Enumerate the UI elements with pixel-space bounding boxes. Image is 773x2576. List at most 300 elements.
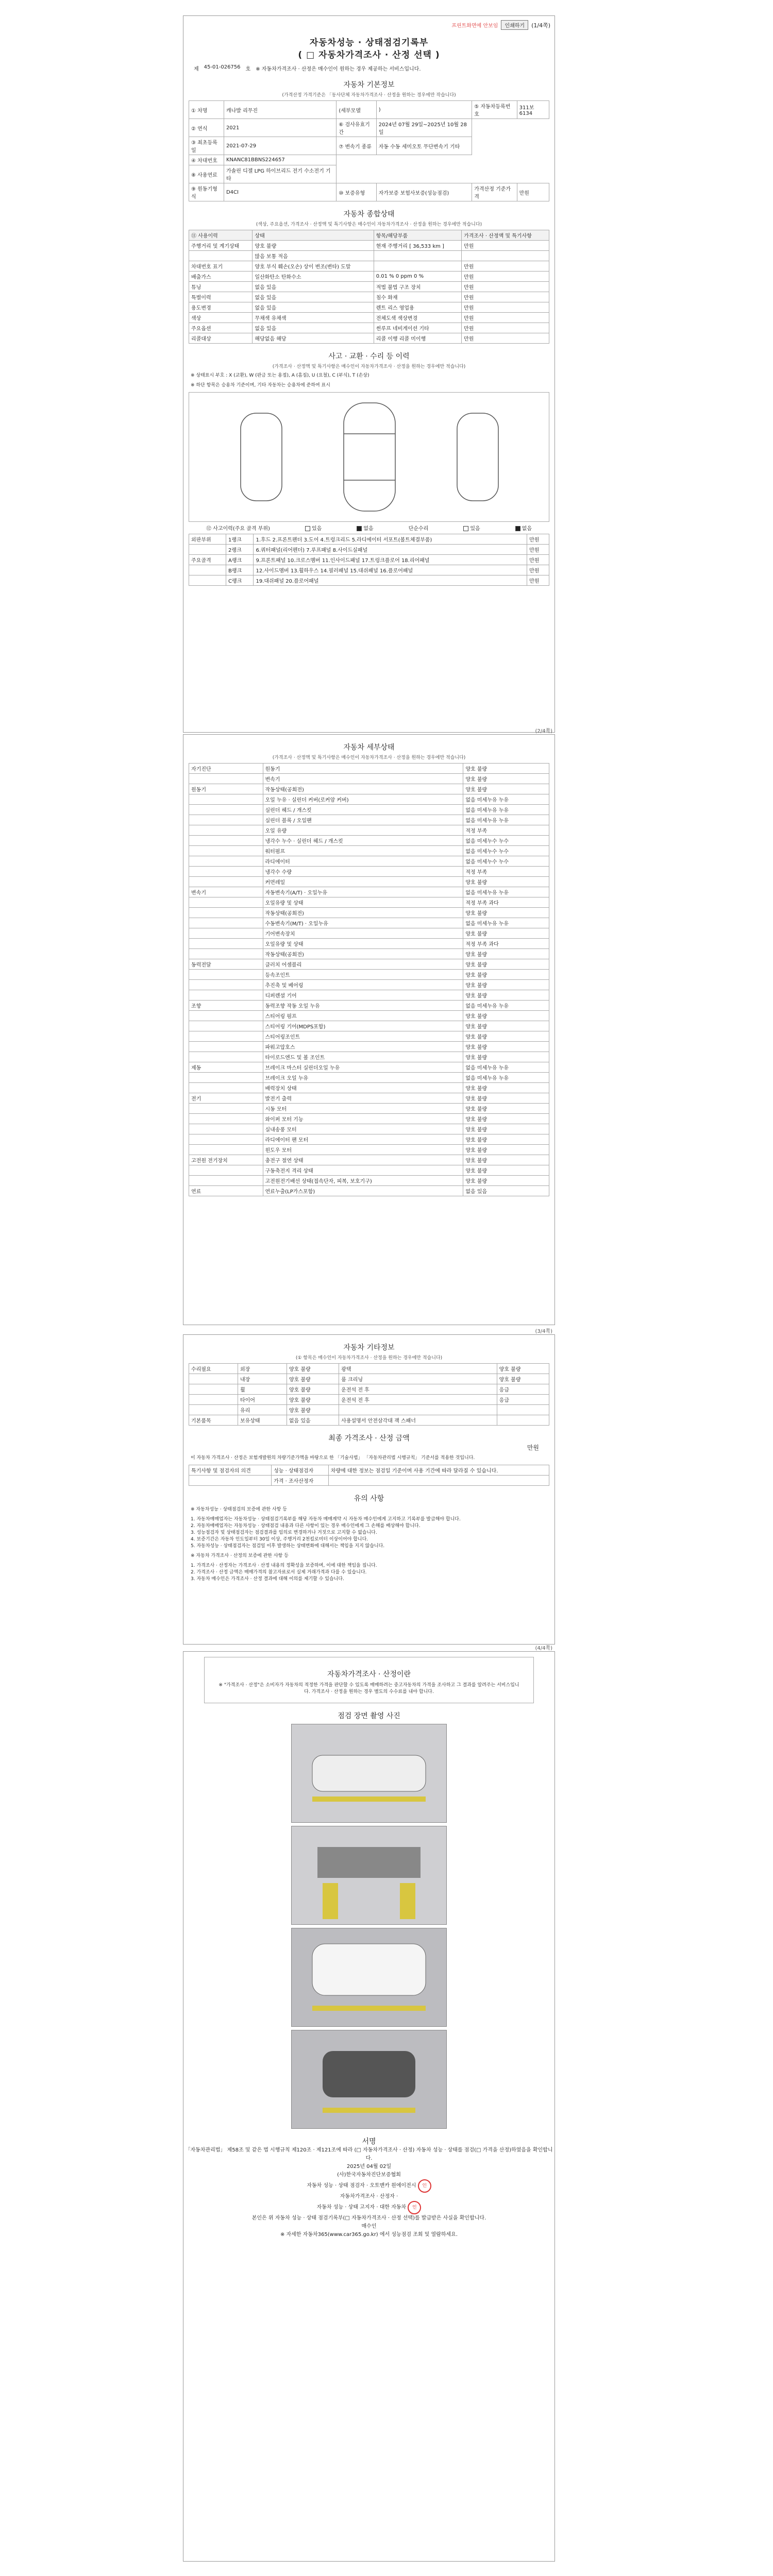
detail-cell: 등속조인트 [263, 970, 463, 980]
detail-cell: 냉각수 누수 · 실린더 헤드 / 개스킷 [263, 836, 463, 846]
print-warning: 프린트화면에 안보임 [451, 23, 498, 29]
other-row [189, 1384, 549, 1395]
page-number: (1/4쪽) [531, 22, 550, 29]
detail-cell: 양호 불량 [463, 774, 549, 784]
final-cell: 가격 · 조사산정자 [272, 1476, 329, 1486]
general-table [189, 230, 549, 344]
choice-box [204, 1657, 534, 1703]
sign-company: (사)한국자동차진단보증협회 [337, 2172, 401, 2178]
basic-title: 자동차 기본정보 [343, 81, 395, 89]
other-cell [497, 1405, 549, 1415]
final-text: 이 자동차 가격조사 · 산정은 보험개발원의 차량기준가액을 바탕으로 한 「기술사법」 「자동차관리법 시행규칙」 기준서를 적용한 것입니다. [191, 1455, 475, 1461]
general-h3: 가격조사 · 산정액 및 특기사항 [462, 230, 549, 241]
detail-row [189, 1155, 549, 1165]
sign-buyer: 매수인 [361, 2224, 377, 2229]
basic-cell: ⑦ 변속기 종류 [337, 137, 376, 155]
checkbox-icon [305, 526, 310, 531]
other-cell: 보유상태 [238, 1415, 287, 1426]
general-cell: 현재 주행거리 [ 36,533 km ] [374, 241, 461, 251]
detail-row [189, 836, 549, 846]
detail-cell: 변속기 [263, 774, 463, 784]
car-front-photo-icon [292, 1928, 446, 2026]
detail-cell: 양호 불량 [463, 1176, 549, 1186]
detail-cell [189, 867, 263, 877]
print-button[interactable]: 인쇄하기 [501, 20, 528, 30]
accident-status-row [189, 524, 549, 532]
detail-cell [189, 918, 263, 928]
other-cell: 기본품목 [189, 1415, 238, 1426]
rank-cell: A랭크 [226, 555, 254, 565]
detail-cell: 양호 불량 [463, 1021, 549, 1031]
other-cell [189, 1374, 238, 1384]
detail-row [189, 939, 549, 949]
detail-cell: 파워고압호스 [263, 1042, 463, 1052]
general-cell: 주행거리 및 계기상태 [189, 241, 253, 251]
title-line2: ( □ 자동차가격조사 · 산정 선택 ) [298, 50, 440, 60]
detail-cell: 라디에이터 [263, 856, 463, 867]
general-cell: 렌트 리스 영업용 [374, 302, 461, 313]
rank-cell: C랭크 [226, 575, 254, 586]
basic-row [189, 155, 549, 165]
detail-cell: 없음 미세누유 누유 [463, 805, 549, 815]
doc-no-suffix: 호 [245, 66, 251, 72]
general-note: (색상, 주요옵션, 가격조사 · 산정액 및 특기사항은 매수인이 자동차가격조사 · 산정을 원하는 경우에만 적습니다) [256, 222, 482, 227]
general-cell: 색상 [189, 313, 253, 323]
general-cell: 튜닝 [189, 282, 253, 292]
detail-cell: 양호 불량 [463, 1145, 549, 1155]
detail-cell: 작동상태(공회전) [263, 908, 463, 918]
page-number: (2/4쪽) [535, 728, 552, 734]
other-cell: 사용설명서 안전삼각대 잭 스패너 [339, 1415, 497, 1426]
other-cell: 타이어 [238, 1395, 287, 1405]
detail-row [189, 1083, 549, 1093]
rank-table [189, 534, 549, 586]
sign-name1: 오토맨카 원에이전시 [369, 2183, 416, 2189]
sign-name3: 대한 자동차 [379, 2205, 407, 2210]
sign-role2: 자동차가격조사 · 산정자 [340, 2194, 395, 2199]
detail-row [189, 1001, 549, 1011]
page-number: (4/4쪽) [535, 1646, 552, 1651]
detail-cell [189, 1073, 263, 1083]
accident-legend-bottom: ※ 하단 항목은 승용차 기준이며, 기타 자동차는 승용차에 준하여 표시 [191, 383, 330, 388]
notice-item: 2. 자동차매매업자는 자동차성능 · 상태점검 내용과 다른 사항이 있는 경우 매수인에게 그 손해를 배상해야 합니다. [191, 1523, 421, 1529]
detail-row [189, 825, 549, 836]
detail-cell: 발전기 출력 [263, 1093, 463, 1104]
detail-row [189, 897, 549, 908]
basic-cell: 2021 [224, 119, 336, 137]
general-cell: 용도변경 [189, 302, 253, 313]
general-cell: 전체도색 색상변경 [374, 313, 461, 323]
detail-cell [189, 836, 263, 846]
detail-cell: 없음 미세누유 누유 [463, 918, 549, 928]
detail-cell [189, 970, 263, 980]
detail-cell: 양호 불량 [463, 980, 549, 990]
detail-cell: 원동기 [263, 764, 463, 774]
detail-cell: 양호 불량 [463, 1011, 549, 1021]
detail-cell: 없음 미세누유 누유 [463, 1062, 549, 1073]
rank-row [189, 565, 549, 575]
detail-cell: 양호 불량 [463, 928, 549, 939]
detail-cell: 양호 불량 [463, 1052, 549, 1062]
basic-cell: 2021-07-29 [224, 137, 336, 155]
general-cell: 없음 있음 [253, 302, 374, 313]
rank-cell: B랭크 [226, 565, 254, 575]
other-note: (① 항목은 매수인이 자동차가격조사 · 산정을 원하는 경우에만 적습니다) [295, 1355, 443, 1361]
general-cell [374, 251, 461, 261]
detail-row [189, 877, 549, 887]
detail-cell: 시동 모터 [263, 1104, 463, 1114]
sign-row1: 자동차 성능 · 상태 점검자 · 오토맨카 원에이전시 인 [183, 2179, 554, 2193]
detail-cell [189, 928, 263, 939]
rank-cell [189, 575, 226, 586]
print-toolbar [451, 20, 550, 30]
basic-cell: D4CI [224, 183, 336, 201]
detail-cell: 연료누출(LP가스포함) [263, 1186, 463, 1196]
basic-row [189, 137, 549, 155]
car-outline-icon [189, 393, 550, 521]
general-cell: 일산화탄소 탄화수소 [253, 272, 374, 282]
detail-cell: 양호 불량 [463, 1134, 549, 1145]
detail-cell: 양호 불량 [463, 1155, 549, 1165]
detail-row [189, 1052, 549, 1062]
detail-cell: 동력조향 작동 오일 누유 [263, 1001, 463, 1011]
rank-cell: 12.사이드멤버 13.휠하우스 14.필러패널 15.대쉬패널 16.플로어패널 [254, 565, 527, 575]
detail-cell: 스티어링조인트 [263, 1031, 463, 1042]
general-cell: 적법 불법 구조 장치 [374, 282, 461, 292]
notice-title: 유의 사항 [354, 1495, 384, 1503]
rank-cell: 6.쿼터패널(리어펜더) 7.루프패널 8.사이드실패널 [254, 545, 527, 555]
other-cell: 외장 [238, 1364, 287, 1374]
detail-table [189, 763, 549, 1196]
general-h2: 항목/해당부품 [374, 230, 461, 241]
accident-no-label: 없음 [363, 526, 374, 532]
detail-cell: 양호 불량 [463, 990, 549, 1001]
general-cell: 리콜대상 [189, 333, 253, 344]
general-row [189, 302, 549, 313]
other-cell: 양호 불량 [287, 1384, 339, 1395]
sign-block [183, 2146, 554, 2239]
basic-cell: 자동 수동 세미오토 무단변속기 기타 [376, 137, 472, 155]
rank-cell: 외판부위 [189, 534, 226, 545]
detail-cell: 추진축 및 베어링 [263, 980, 463, 990]
detail-cell [189, 856, 263, 867]
general-cell: 무채색 유채색 [253, 313, 374, 323]
detail-cell: 구동축전지 격리 상태 [263, 1165, 463, 1176]
detail-cell: 적정 부족 [463, 867, 549, 877]
rank-cell: 만원 [527, 565, 549, 575]
sign-law: 「자동차관리법」 제58조 및 같은 법 시행규칙 제120조 · 제121조에 따라 (□ 자동차가격조사 · 산정) 자동차 성능 · 상태를 점검(□ 가격을 산정)하였음을 확인합니다. [185, 2147, 553, 2161]
detail-row [189, 794, 549, 805]
detail-row [189, 1011, 549, 1021]
detail-cell: 윈도우 모터 [263, 1145, 463, 1155]
rank-row [189, 555, 549, 565]
detail-row [189, 1134, 549, 1145]
rank-row [189, 575, 549, 586]
detail-cell [189, 846, 263, 856]
detail-row [189, 1042, 549, 1052]
detail-cell [189, 1124, 263, 1134]
detail-cell: 동력전달 [189, 959, 263, 970]
basic-table [189, 100, 549, 201]
page-3 [183, 1329, 555, 1645]
general-row [189, 323, 549, 333]
general-row [189, 282, 549, 292]
other-cell: 양호 불량 [497, 1364, 549, 1374]
sign-footer: ※ 자세한 자동차365(www.car365.go.kr) 에서 성능점검 조회 및 열람하세요. [280, 2232, 458, 2238]
detail-cell: 제동 [189, 1062, 263, 1073]
other-cell [189, 1384, 238, 1395]
detail-cell: 타이로드엔드 및 볼 조인트 [263, 1052, 463, 1062]
general-cell [374, 261, 461, 272]
detail-row [189, 846, 549, 856]
detail-cell: 양호 불량 [463, 764, 549, 774]
other-row [189, 1364, 549, 1374]
other-cell [339, 1405, 497, 1415]
other-cell: 내장 [238, 1374, 287, 1384]
final-cell: 성능 · 상태점검자 [272, 1465, 329, 1476]
detail-cell: 충전구 절연 상태 [263, 1155, 463, 1165]
rank-cell: 9.프론트패널 10.크로스멤버 11.인사이드패널 17.트렁크플로어 18.리어패널 [254, 555, 527, 565]
detail-cell [189, 990, 263, 1001]
general-row [189, 272, 549, 282]
general-row [189, 241, 549, 251]
detail-cell: 전기 [189, 1093, 263, 1104]
detail-cell [189, 805, 263, 815]
general-cell: 양호 불량 [253, 241, 374, 251]
final-title: 최종 가격조사 · 산정 금액 [328, 1434, 410, 1443]
detail-cell [189, 1031, 263, 1042]
general-cell: 만원 [462, 302, 549, 313]
general-row [189, 292, 549, 302]
detail-cell: 없음 미세누유 누유 [463, 887, 549, 897]
sign-row3: 자동차 성능 · 상태 고지자 · 대한 자동차 인 [183, 2201, 554, 2214]
detail-cell: 오일유량 및 상태 [263, 897, 463, 908]
other-row [189, 1395, 549, 1405]
detail-row [189, 970, 549, 980]
repair-label: 단순수리 [408, 526, 429, 532]
detail-row [189, 1093, 549, 1104]
detail-cell [189, 908, 263, 918]
notice-item: 5. 자동차성능 · 상태점검자는 점검일 이후 발생하는 상태변화에 대해서는 책임을 지지 않습니다. [191, 1544, 385, 1549]
accident-legend-top: ※ 상태표시 부호 : X (교환), W (판금 또는 용접), A (흠집), U (요철), C (부식), T (손상) [191, 373, 369, 378]
detail-cell [189, 1083, 263, 1093]
basic-cell: ⑩ 보증유형 [337, 183, 376, 201]
accident-no-opt[interactable] [357, 524, 373, 532]
other-cell: 응급 [497, 1395, 549, 1405]
detail-title: 자동차 세부상태 [343, 743, 395, 752]
detail-cell: 양호 불량 [463, 959, 549, 970]
choice-text: ※ "가격조사 · 산정"은 소비자가 자동차의 적정한 가격을 판단할 수 있도록 매매하려는 중고자동차의 가격을 조사하고 그 결과를 알려주는 서비스입니다. 가격조사 · 산정을 원하는 경우 별도의 수수료를 내야 합니다. [219, 1683, 519, 1694]
sign-row2: 자동차가격조사 · 산정자 · [340, 2194, 398, 2199]
detail-cell: 적정 부족 과다 [463, 897, 549, 908]
notice-p2: ※ 자동차 가격조사 · 산정의 보증에 관한 사항 등 [191, 1553, 289, 1558]
detail-row [189, 918, 549, 928]
detail-row [189, 856, 549, 867]
general-cell [462, 251, 549, 261]
seal-stamp: 인 [418, 2179, 431, 2193]
detail-cell [189, 1104, 263, 1114]
detail-cell: 배력장치 상태 [263, 1083, 463, 1093]
detail-cell [189, 1021, 263, 1031]
detail-cell: 브레이크 오일 누유 [263, 1073, 463, 1083]
doc-note: ※ 자동차가격조사 · 산정은 매수인이 원하는 경우 제공하는 서비스입니다. [256, 66, 421, 72]
inspection-photo-3 [291, 1928, 447, 2027]
notice-item: 2. 가격조사 · 산정 금액은 매매가격의 참고자료로서 실제 거래가격과 다를 수 있습니다. [191, 1570, 367, 1575]
detail-cell: 적정 부족 과다 [463, 939, 549, 949]
other-cell: 양호 불량 [287, 1364, 339, 1374]
inspection-photo-1 [291, 1724, 447, 1823]
basic-cell: 311보6134 [517, 101, 549, 119]
detail-cell: 양호 불량 [463, 1093, 549, 1104]
detail-row [189, 928, 549, 939]
basic-cell: ① 차명 [189, 101, 224, 119]
basic-cell: 가격산정 기준가격 [472, 183, 517, 201]
doc-no-value: 45-01-026756 [204, 64, 241, 70]
other-cell: 양호 불량 [287, 1405, 339, 1415]
detail-cell: 자동변속기(A/T) · 오일누유 [263, 887, 463, 897]
car-diagram [189, 392, 549, 522]
detail-cell: 실내송풍 모터 [263, 1124, 463, 1134]
other-row [189, 1415, 549, 1426]
general-h1: 상태 [253, 230, 374, 241]
detail-cell: 고전원 전기장치 [189, 1155, 263, 1165]
seal-stamp: 인 [408, 2201, 421, 2214]
detail-cell: 양호 불량 [463, 1124, 549, 1134]
general-row [189, 313, 549, 323]
repair-yes-opt[interactable] [463, 524, 480, 532]
accident-label: ⑫ 사고이력(주요 골격 부위) [206, 526, 270, 532]
car-underbody-photo-icon [292, 1826, 446, 1924]
detail-cell [189, 815, 263, 825]
detail-note: (가격조사 · 산정액 및 특기사항은 매수인이 자동차가격조사 · 산정을 원하는 경우에만 적습니다) [272, 755, 466, 760]
basic-cell: 만원 [517, 183, 549, 201]
accident-title: 사고 · 교환 · 수리 등 이력 [328, 352, 410, 361]
detail-row [189, 805, 549, 815]
repair-no-label: 없음 [522, 526, 532, 532]
final-row [189, 1476, 549, 1486]
accident-yes-opt[interactable] [305, 524, 322, 532]
general-cell: 만원 [462, 292, 549, 302]
checkbox-checked-icon [357, 526, 362, 531]
notice-item: 4. 보증기간은 자동차 인도일부터 30일 이상, 주행거리 2천킬로미터 이상이어야 합니다. [191, 1537, 368, 1542]
car-lift-photo-icon [292, 1724, 446, 1822]
general-cell: 해당없음 해당 [253, 333, 374, 344]
detail-cell: 적정 부족 [463, 825, 549, 836]
other-cell [189, 1405, 238, 1415]
other-cell: 운전석 전 후 [339, 1395, 497, 1405]
general-cell: 특별이력 [189, 292, 253, 302]
sign-confirm: 본인은 위 자동차 성능 · 상태 점검기록부(□ 자동차가격조사 · 산정 선택)를 발급받은 사실을 확인합니다. [251, 2215, 486, 2221]
detail-cell [189, 980, 263, 990]
general-row [189, 251, 549, 261]
rank-cell: 만원 [527, 545, 549, 555]
rank-cell: 1랭크 [226, 534, 254, 545]
detail-cell: 양호 불량 [463, 949, 549, 959]
general-cell [189, 251, 253, 261]
detail-cell: 양호 불량 [463, 970, 549, 980]
sign-title: 서명 [362, 2138, 376, 2146]
detail-cell: 양호 불량 [463, 1104, 549, 1114]
notice-item: 1. 자동차매매업자는 자동차성능 · 상태점검기록부를 해당 자동차 매매계약 시 자동차 매수인에게 고지하고 기록부를 발급해야 합니다. [191, 1517, 461, 1522]
page-1 [183, 15, 555, 733]
detail-cell: 연료 [189, 1186, 263, 1196]
detail-cell: 클러치 어셈블리 [263, 959, 463, 970]
general-cell: 많음 보통 적음 [253, 251, 374, 261]
final-cell [328, 1476, 549, 1486]
detail-cell [189, 1052, 263, 1062]
detail-row [189, 959, 549, 970]
detail-cell [189, 939, 263, 949]
detail-row [189, 949, 549, 959]
detail-cell [189, 1042, 263, 1052]
detail-row [189, 784, 549, 794]
rank-row [189, 534, 549, 545]
general-cell: 양호 부식 훼손(오손) 상이 변조(변타) 도말 [253, 261, 374, 272]
detail-row [189, 764, 549, 774]
detail-cell: 실린더 블록 / 오일팬 [263, 815, 463, 825]
detail-cell: 없음 있음 [463, 1186, 549, 1196]
final-row [189, 1465, 549, 1476]
other-cell [497, 1415, 549, 1426]
other-cell: 유리 [238, 1405, 287, 1415]
general-cell: 만원 [462, 261, 549, 272]
basic-cell: 2024년 07월 29일~2025년 10월 28일 [376, 119, 472, 137]
repair-no-opt[interactable] [515, 524, 532, 532]
other-cell: 운전석 전 후 [339, 1384, 497, 1395]
general-cell: 주요옵션 [189, 323, 253, 333]
final-cell [189, 1476, 272, 1486]
general-cell: 차대번호 표기 [189, 261, 253, 272]
page-4 [183, 1646, 555, 2562]
basic-cell: 캐나발 리무진 [224, 101, 336, 119]
detail-cell: 워터펌프 [263, 846, 463, 856]
notice-p1: ※ 자동차성능 · 상태점검의 보증에 관한 사항 등 [191, 1507, 287, 1512]
final-cell: 차량에 대한 정보는 점검일 기준이며 사용 기간에 따라 달라질 수 있습니다. [328, 1465, 549, 1476]
general-cell: 0.01 % 0 ppm 0 % [374, 272, 461, 282]
rank-cell: 19.대쉬패널 20.플로어패널 [254, 575, 527, 586]
notice-item: 3. 자동차 매수인은 가격조사 · 산정 결과에 대해 이의를 제기할 수 있습니다. [191, 1577, 344, 1582]
rank-cell [189, 545, 226, 555]
detail-cell: 없음 미세누유 누유 [463, 815, 549, 825]
basic-cell: ⑨ 원동기형식 [189, 183, 224, 201]
detail-cell: 작동상태(공회전) [263, 949, 463, 959]
detail-cell [189, 1176, 263, 1186]
detail-cell: 기어변속장치 [263, 928, 463, 939]
detail-row [189, 1104, 549, 1114]
sign-role1: 자동차 성능 · 상태 점검자 [307, 2183, 365, 2189]
detail-cell: 브레이크 마스터 실린더오일 누유 [263, 1062, 463, 1073]
basic-row [189, 165, 549, 183]
detail-cell: 없음 미세누수 누수 [463, 846, 549, 856]
rank-cell: 만원 [527, 575, 549, 586]
detail-cell: 냉각수 수량 [263, 867, 463, 877]
detail-row [189, 1062, 549, 1073]
basic-cell: ) [376, 101, 472, 119]
choice-title: 자동차가격조사 · 산정이란 [327, 1670, 411, 1679]
other-table [189, 1363, 549, 1426]
general-cell: 없음 있음 [253, 323, 374, 333]
detail-row [189, 774, 549, 784]
detail-cell: 없음 미세누유 누유 [463, 1001, 549, 1011]
other-cell: 양호 불량 [497, 1374, 549, 1384]
other-cell: 휠 [238, 1384, 287, 1395]
basic-cell: ② 연식 [189, 119, 224, 137]
detail-cell: 양호 불량 [463, 908, 549, 918]
doc-no-label: 제 [194, 66, 199, 72]
inspection-photo-2 [291, 1826, 447, 1925]
rank-cell: 만원 [527, 555, 549, 565]
detail-cell: 오일 유량 [263, 825, 463, 836]
